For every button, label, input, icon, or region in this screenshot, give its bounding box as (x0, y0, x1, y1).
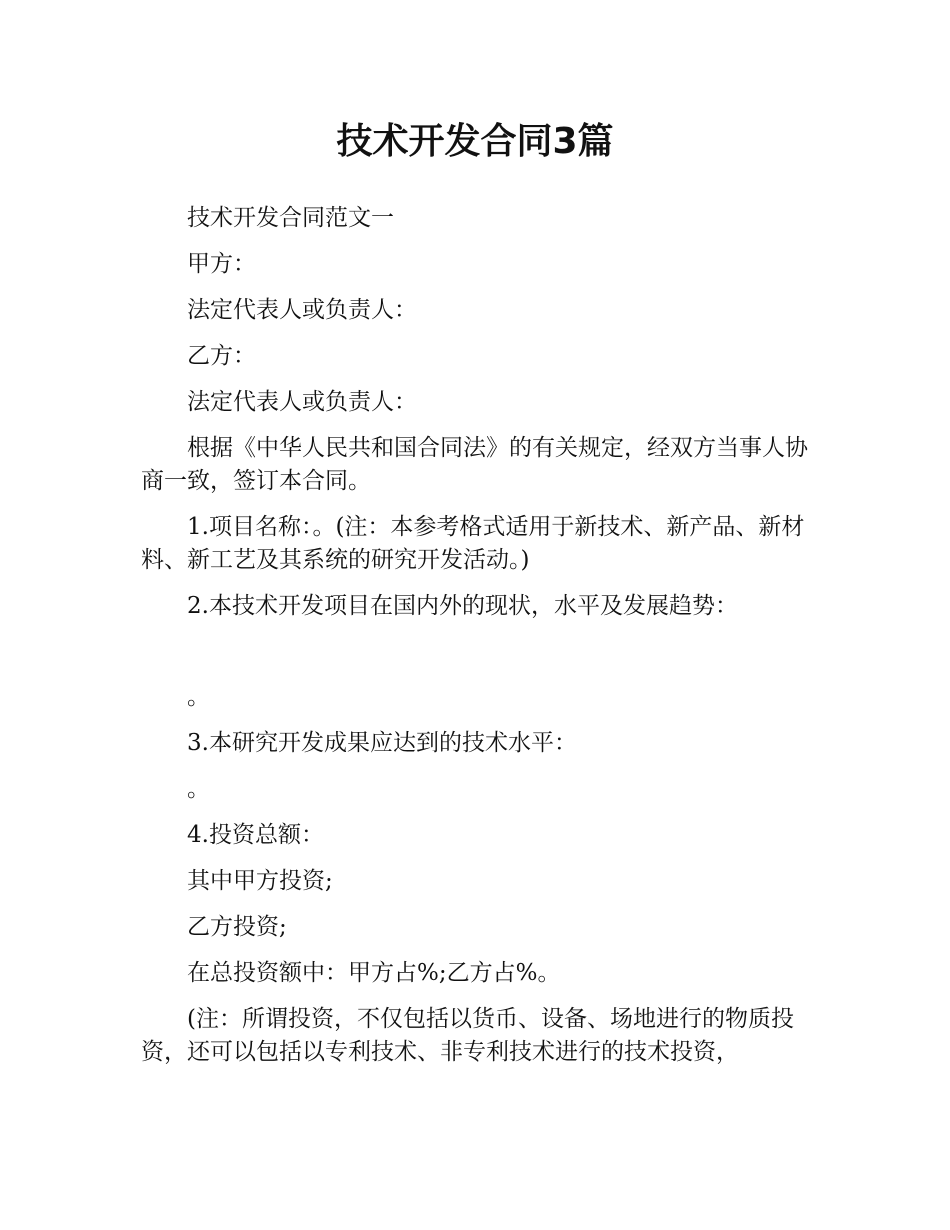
paragraph-investment-share: 在总投资额中：甲方占%;乙方占%。 (187, 960, 561, 986)
paragraph-party-a: 甲方： (187, 251, 256, 277)
paragraph-party-b-investment: 乙方投资; (187, 914, 287, 940)
document-title: 技术开发合同3篇 (336, 121, 614, 162)
paragraph-party-a-representative: 法定代表人或负责人： (187, 297, 417, 323)
paragraph-item-4: 4.投资总额： (187, 822, 324, 848)
paragraph-item-3-end: 。 (187, 776, 210, 802)
paragraph-item-2: 2.本技术开发项目在国内外的现状，水平及发展趋势： (187, 593, 738, 619)
paragraph-party-b-representative: 法定代表人或负责人： (187, 389, 417, 415)
paragraph-preamble: 根据《中华人民共和国合同法》的有关规定，经双方当事人协商一致，签订本合同。 (141, 435, 808, 494)
paragraph-item-1: 1.项目名称：。(注：本参考格式适用于新技术、新产品、新材料、新工艺及其系统的研究开发活动。) (141, 514, 805, 573)
paragraph-party-a-investment: 其中甲方投资; (187, 868, 333, 894)
paragraph-item-3: 3.本研究开发成果应达到的技术水平： (187, 730, 577, 756)
paragraph-section-heading: 技术开发合同范文一 (187, 205, 394, 231)
paragraph-party-b: 乙方： (187, 343, 256, 369)
paragraph-investment-note: (注：所谓投资，不仅包括以货币、设备、场地进行的物质投资，还可以包括以专利技术、非专利技术进行的技术投资， (141, 1006, 794, 1065)
document-body (141, 202, 813, 1082)
paragraph-item-2-end: 。 (187, 684, 210, 710)
